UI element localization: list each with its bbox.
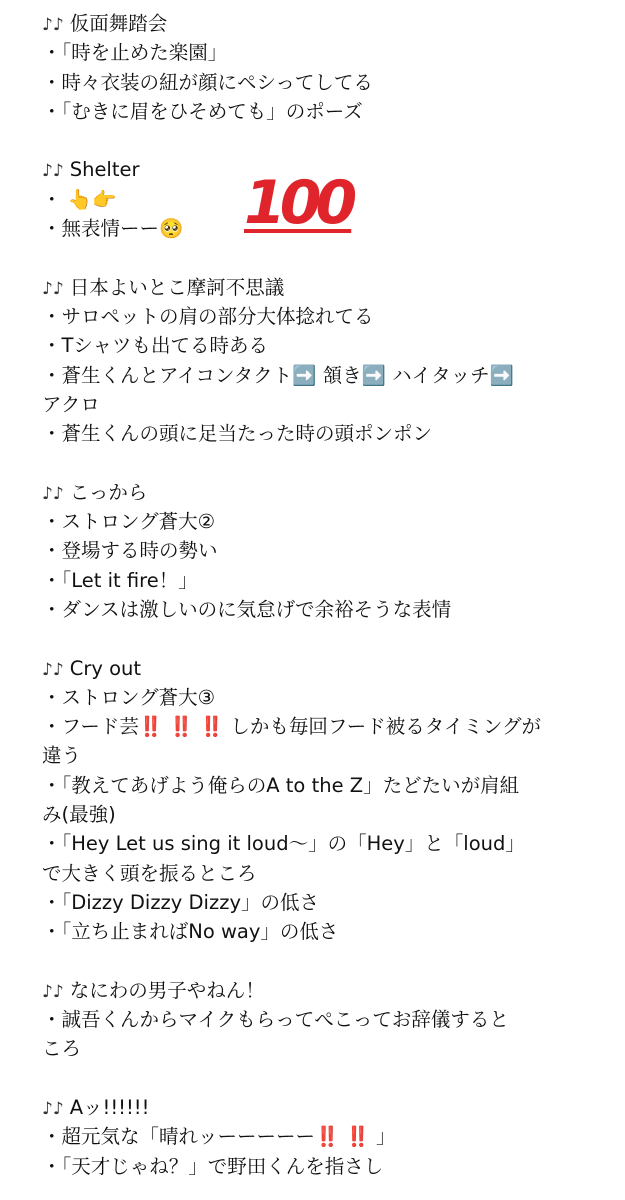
list-item: ・誠吾くんからマイクもらってぺこってお辞儀すると	[42, 1008, 509, 1032]
section-title: なにわの男子やねん！	[69, 978, 265, 1002]
list-item: ・ 👆👉	[42, 187, 117, 211]
list-item: ・「天才じゃね？」で野田くんを指さし	[42, 1154, 384, 1178]
section-title: 仮面舞踏会	[69, 12, 168, 35]
list-item: ・「教えてあげよう俺らのA to the Z」たどたいが肩組	[42, 773, 520, 797]
music-notes-icon: ♪♪	[42, 161, 64, 182]
section-heading	[42, 1093, 602, 1122]
list-item: ・蒼生くんとアイコンタクト➡️ 頷き➡️ ハイタッチ➡️	[42, 363, 514, 387]
music-notes-icon: ♪♪	[42, 15, 64, 35]
list-item: ・「時を止めた楽園」	[42, 41, 228, 65]
list-item-continuation: ころ	[42, 1037, 82, 1061]
list-item: ・登場する時の勢い	[42, 539, 218, 563]
music-notes-icon: ♪♪	[42, 1098, 64, 1119]
music-notes-icon: ♪♪	[42, 278, 64, 299]
list-item: ・ストロング蒼大②	[42, 510, 216, 534]
section-heading	[42, 478, 602, 507]
list-item: ・蒼生くんの頭に足当たった時の頭ポンポン	[42, 422, 433, 446]
section-title: Shelter	[69, 158, 140, 182]
section-heading	[42, 654, 602, 683]
list-item: ・ストロング蒼大③	[42, 685, 216, 709]
section-title: Aッ!!!!!!	[69, 1095, 150, 1119]
section-title: Cry out	[69, 656, 142, 680]
list-item: ・「立ち止まればNo way」の低さ	[42, 920, 339, 944]
section-heading	[42, 976, 602, 1005]
list-item: ・「Let it fire！」	[42, 568, 198, 592]
list-item: ・Tシャツも出てる時ある	[42, 334, 269, 358]
hundred-points-emoji: 100	[244, 168, 352, 238]
list-item: ・超元気な「晴れッーーーーー‼️ ‼️ 」	[42, 1125, 396, 1149]
list-item-continuation: み(最強)	[42, 803, 116, 827]
list-item: ・「むきに眉をひそめても」のポーズ	[42, 99, 363, 123]
list-item: ・サロペットの肩の部分大体捻れてる	[42, 304, 374, 328]
section-title: 日本よいとこ摩訶不思議	[69, 275, 285, 299]
music-notes-icon: ♪♪	[42, 981, 64, 1002]
list-item: ・時々衣装の紐が顔にペシってしてる	[42, 70, 373, 94]
list-item-continuation: 違う	[42, 744, 82, 768]
section-title: こっから	[69, 480, 148, 504]
music-notes-icon: ♪♪	[42, 659, 64, 680]
section-heading	[42, 9, 602, 38]
list-item-continuation: アクロ	[42, 392, 100, 416]
list-item: ・フード芸‼️ ‼️ ‼️ しかも毎回フード被るタイミングが	[42, 715, 541, 739]
list-item: ・「Dizzy Dizzy Dizzy」の低さ	[42, 890, 319, 914]
section-heading	[42, 273, 602, 302]
list-item: ・ダンスは激しいのに気怠げで余裕そうな表情	[42, 597, 452, 621]
list-item-continuation: で大きく頭を振るところ	[42, 861, 257, 885]
list-item: ・無表情ーー🥺	[42, 217, 184, 241]
music-notes-icon: ♪♪	[42, 483, 64, 504]
list-item: ・「Hey Let us sing it loud〜」の「Hey」と「loud」	[42, 832, 525, 856]
